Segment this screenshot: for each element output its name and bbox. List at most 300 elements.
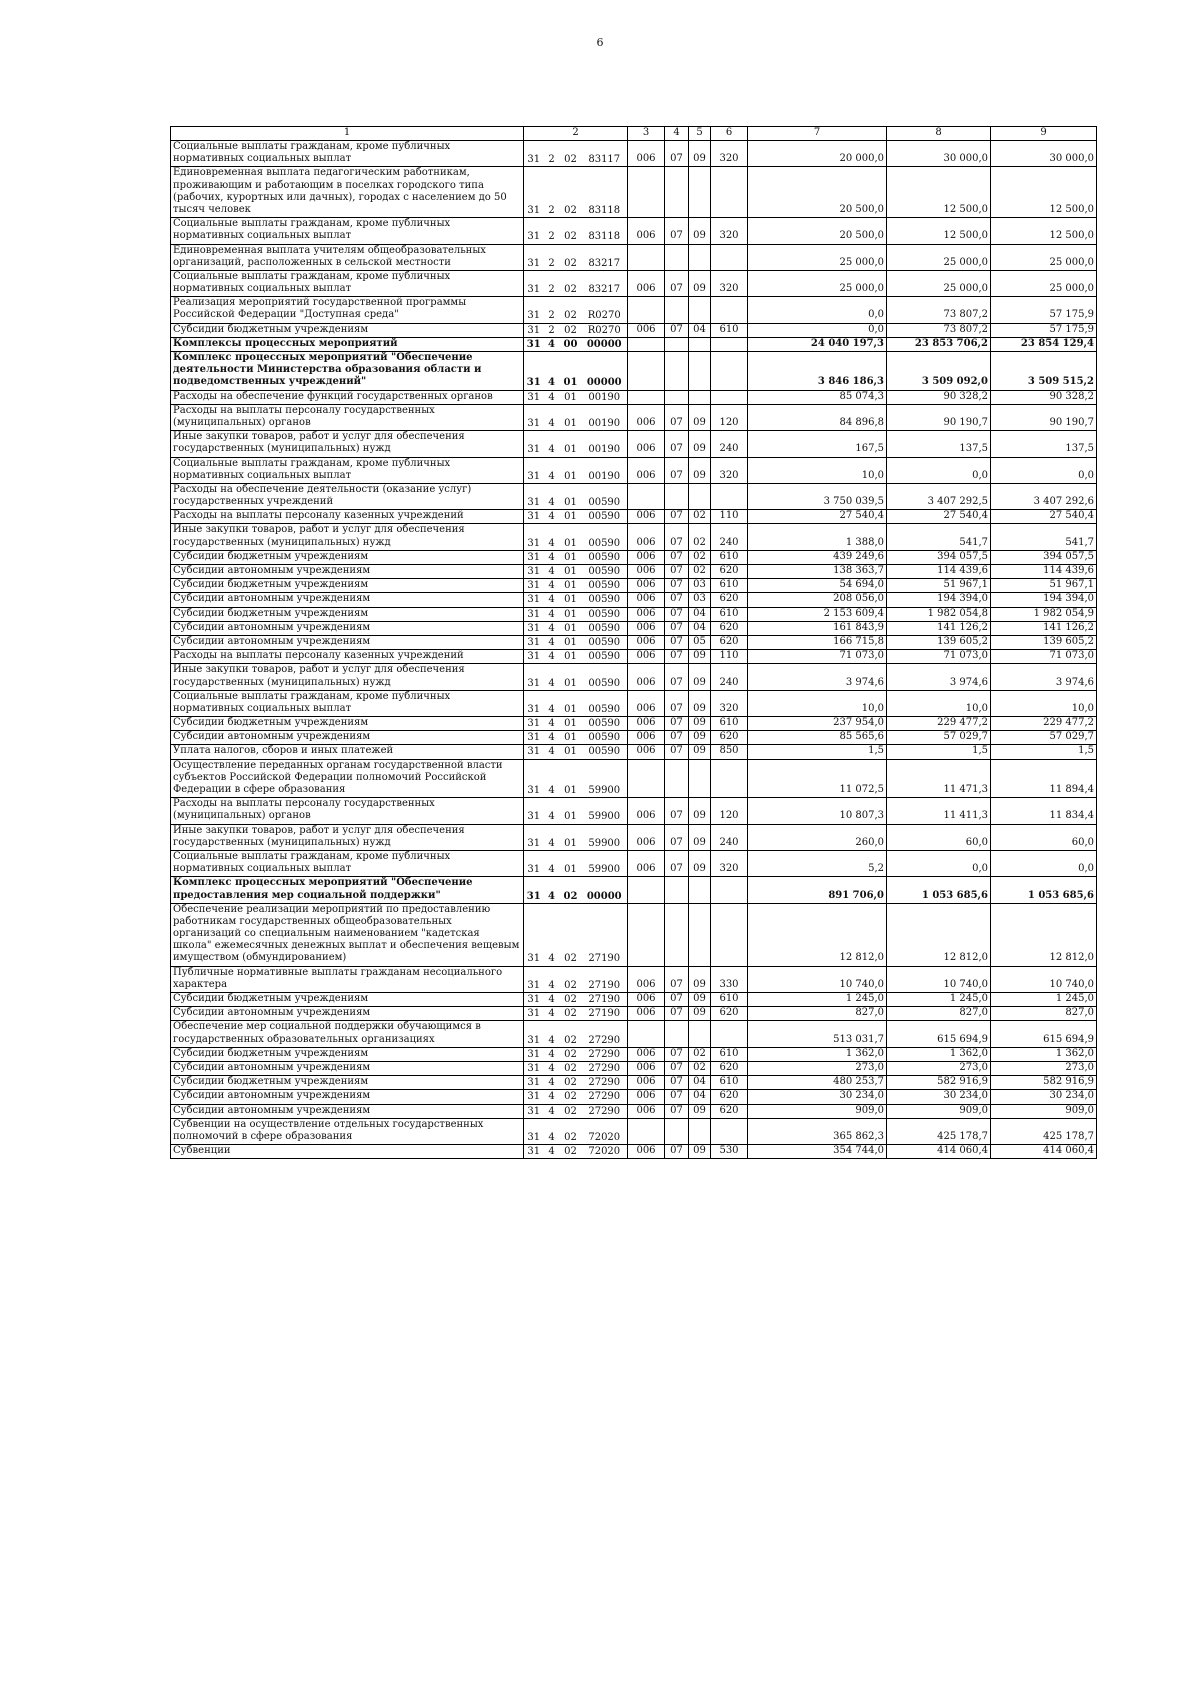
row-name: Субсидии бюджетным учреждениям [171,717,524,731]
table-row [171,457,1097,483]
col-5-subsection: 04 [689,1076,711,1090]
csr-direction: 00190 [582,404,628,430]
col-4-section [665,903,689,966]
row-name: Расходы на выплаты персоналу казенных учреждений [171,650,524,664]
col-4-section [665,759,689,798]
csr-program: 31 [524,621,544,635]
col-5-subsection: 09 [689,850,711,876]
csr-subprogram: 01 [560,457,582,483]
col-6-expense-type [711,167,748,218]
col-6-expense-type: 110 [711,510,748,524]
csr-type: 4 [544,759,560,798]
col-5-subsection: 02 [689,565,711,579]
col-8-amount: 909,0 [887,1104,991,1118]
col-9-amount: 25 000,0 [991,270,1097,296]
col-8-amount: 273,0 [887,1061,991,1075]
col-5-subsection [689,1118,711,1144]
table-row [171,1118,1097,1144]
row-name: Субсидии бюджетным учреждениям [171,579,524,593]
header-col-7: 7 [748,127,887,141]
csr-type: 4 [544,431,560,457]
csr-subprogram: 01 [560,524,582,550]
col-8-amount: 73 807,2 [887,323,991,337]
col-7-amount: 10,0 [748,690,887,716]
csr-direction: 72020 [582,1145,628,1159]
col-3-ministry: 006 [628,404,665,430]
col-4-section [665,877,689,903]
csr-direction: 00590 [582,565,628,579]
col-9-amount: 0,0 [991,850,1097,876]
csr-program: 31 [524,607,544,621]
csr-subprogram: 02 [560,1061,582,1075]
csr-program: 31 [524,1104,544,1118]
col-5-subsection [689,483,711,509]
col-4-section [665,390,689,404]
csr-direction: 27190 [582,993,628,1007]
col-9-amount: 23 854 129,4 [991,337,1097,351]
col-5-subsection: 09 [689,1007,711,1021]
col-8-amount: 541,7 [887,524,991,550]
csr-program: 31 [524,218,544,244]
col-3-ministry: 006 [628,966,665,992]
csr-program: 31 [524,1061,544,1075]
row-name: Социальные выплаты гражданам, кроме публичных нормативных социальных выплат [171,218,524,244]
csr-direction: 27190 [582,903,628,966]
row-name: Субвенции на осуществление отдельных государственных полномочий в сфере образования [171,1118,524,1144]
header-col-8: 8 [887,127,991,141]
csr-type: 4 [544,593,560,607]
col-4-section: 07 [665,1007,689,1021]
col-4-section: 07 [665,745,689,759]
header-col-9: 9 [991,127,1097,141]
col-9-amount: 30 000,0 [991,141,1097,167]
col-6-expense-type [711,352,748,391]
csr-type: 2 [544,244,560,270]
csr-direction: 00590 [582,550,628,564]
col-3-ministry: 006 [628,798,665,824]
csr-program: 31 [524,650,544,664]
col-3-ministry: 006 [628,565,665,579]
csr-direction: 00590 [582,650,628,664]
col-6-expense-type: 240 [711,824,748,850]
row-name: Субсидии бюджетным учреждениям [171,550,524,564]
col-8-amount: 73 807,2 [887,297,991,323]
col-4-section [665,244,689,270]
col-4-section: 07 [665,621,689,635]
csr-subprogram: 01 [560,510,582,524]
csr-type: 4 [544,550,560,564]
col-8-amount: 30 000,0 [887,141,991,167]
col-5-subsection [689,337,711,351]
csr-program: 31 [524,297,544,323]
col-5-subsection: 09 [689,745,711,759]
col-4-section: 07 [665,457,689,483]
col-8-amount: 90 328,2 [887,390,991,404]
col-4-section: 07 [665,731,689,745]
row-name: Расходы на выплаты персоналу казенных учреждений [171,510,524,524]
csr-type: 4 [544,798,560,824]
col-4-section: 07 [665,218,689,244]
csr-type: 4 [544,510,560,524]
row-name: Обеспечение мер социальной поддержки обучающимся в государственных образовательных организациях [171,1021,524,1047]
csr-subprogram: 02 [560,218,582,244]
col-8-amount: 30 234,0 [887,1090,991,1104]
col-8-amount: 0,0 [887,457,991,483]
csr-direction: R0270 [582,323,628,337]
table-row [171,1007,1097,1021]
col-4-section: 07 [665,404,689,430]
csr-subprogram: 01 [560,550,582,564]
col-6-expense-type: 610 [711,607,748,621]
csr-type: 4 [544,850,560,876]
col-7-amount: 891 706,0 [748,877,887,903]
csr-type: 4 [544,1007,560,1021]
col-9-amount: 60,0 [991,824,1097,850]
csr-program: 31 [524,1145,544,1159]
table-row [171,404,1097,430]
csr-type: 4 [544,524,560,550]
table-row [171,635,1097,649]
col-8-amount: 10,0 [887,690,991,716]
col-6-expense-type: 620 [711,565,748,579]
col-6-expense-type [711,1118,748,1144]
col-9-amount: 273,0 [991,1061,1097,1075]
row-name: Расходы на обеспечение функций государственных органов [171,390,524,404]
col-8-amount: 27 540,4 [887,510,991,524]
table-row [171,550,1097,564]
col-7-amount: 208 056,0 [748,593,887,607]
csr-program: 31 [524,798,544,824]
row-name: Субвенции [171,1145,524,1159]
table-row [171,483,1097,509]
row-name: Субсидии бюджетным учреждениям [171,1047,524,1061]
col-9-amount: 12 500,0 [991,167,1097,218]
col-8-amount: 12 500,0 [887,218,991,244]
col-9-amount: 1 245,0 [991,993,1097,1007]
col-4-section: 07 [665,717,689,731]
col-4-section [665,352,689,391]
col-4-section: 07 [665,966,689,992]
table-row [171,524,1097,550]
col-6-expense-type [711,877,748,903]
col-6-expense-type: 620 [711,731,748,745]
col-5-subsection: 09 [689,824,711,850]
csr-program: 31 [524,565,544,579]
csr-type: 4 [544,404,560,430]
csr-type: 4 [544,650,560,664]
table-row [171,1021,1097,1047]
csr-direction: 27290 [582,1104,628,1118]
csr-subprogram: 01 [560,390,582,404]
col-3-ministry: 006 [628,850,665,876]
col-5-subsection: 04 [689,323,711,337]
col-7-amount: 513 031,7 [748,1021,887,1047]
table-row [171,664,1097,690]
csr-subprogram: 01 [560,731,582,745]
csr-type: 4 [544,390,560,404]
col-6-expense-type: 620 [711,593,748,607]
col-7-amount: 1 388,0 [748,524,887,550]
col-4-section: 07 [665,510,689,524]
col-3-ministry: 006 [628,323,665,337]
table-row [171,593,1097,607]
col-3-ministry: 006 [628,731,665,745]
csr-type: 4 [544,731,560,745]
row-name: Уплата налогов, сборов и иных платежей [171,745,524,759]
csr-direction: R0270 [582,297,628,323]
row-name: Иные закупки товаров, работ и услуг для обеспечения государственных (муниципальных) нужд [171,664,524,690]
row-name: Субсидии автономным учреждениям [171,1061,524,1075]
col-6-expense-type [711,1021,748,1047]
col-5-subsection [689,352,711,391]
csr-program: 31 [524,352,544,391]
col-3-ministry: 006 [628,550,665,564]
col-8-amount: 137,5 [887,431,991,457]
row-name: Социальные выплаты гражданам, кроме публичных нормативных социальных выплат [171,141,524,167]
col-4-section: 07 [665,141,689,167]
table-row [171,323,1097,337]
col-7-amount: 24 040 197,3 [748,337,887,351]
col-4-section: 07 [665,824,689,850]
col-6-expense-type: 320 [711,457,748,483]
csr-direction: 00590 [582,635,628,649]
col-3-ministry: 006 [628,690,665,716]
col-4-section: 07 [665,690,689,716]
col-6-expense-type [711,390,748,404]
col-7-amount: 20 500,0 [748,167,887,218]
col-4-section: 07 [665,1090,689,1104]
col-7-amount: 161 843,9 [748,621,887,635]
col-5-subsection: 04 [689,607,711,621]
csr-direction: 00000 [582,877,628,903]
csr-type: 4 [544,1021,560,1047]
col-9-amount: 12 500,0 [991,218,1097,244]
csr-program: 31 [524,244,544,270]
col-6-expense-type: 620 [711,1007,748,1021]
col-6-expense-type: 610 [711,323,748,337]
col-6-expense-type: 240 [711,524,748,550]
csr-type: 2 [544,141,560,167]
header-col-3: 3 [628,127,665,141]
csr-type: 2 [544,270,560,296]
csr-subprogram: 01 [560,824,582,850]
csr-type: 4 [544,1047,560,1061]
row-name: Комплекс процессных мероприятий "Обеспечение предоставления мер социальной поддержки" [171,877,524,903]
col-5-subsection [689,390,711,404]
col-6-expense-type: 610 [711,1047,748,1061]
col-8-amount: 582 916,9 [887,1076,991,1090]
csr-program: 31 [524,390,544,404]
csr-subprogram: 02 [560,1104,582,1118]
csr-direction: 27290 [582,1090,628,1104]
col-7-amount: 5,2 [748,850,887,876]
col-3-ministry: 006 [628,664,665,690]
csr-program: 31 [524,270,544,296]
csr-type: 4 [544,457,560,483]
col-3-ministry: 006 [628,579,665,593]
col-3-ministry: 006 [628,1061,665,1075]
col-5-subsection: 09 [689,404,711,430]
table-row [171,510,1097,524]
col-9-amount: 25 000,0 [991,244,1097,270]
csr-type: 4 [544,337,560,351]
col-6-expense-type [711,244,748,270]
col-9-amount: 137,5 [991,431,1097,457]
col-9-amount: 57 175,9 [991,297,1097,323]
csr-direction: 00190 [582,390,628,404]
col-6-expense-type: 320 [711,141,748,167]
csr-direction: 00590 [582,664,628,690]
table-row [171,731,1097,745]
csr-subprogram: 01 [560,593,582,607]
row-name: Иные закупки товаров, работ и услуг для обеспечения государственных (муниципальных) нужд [171,431,524,457]
col-7-amount: 439 249,6 [748,550,887,564]
csr-type: 4 [544,664,560,690]
col-9-amount: 30 234,0 [991,1090,1097,1104]
row-name: Субсидии бюджетным учреждениям [171,993,524,1007]
csr-type: 2 [544,297,560,323]
row-name: Осуществление переданных органам государственной власти субъектов Российской Федерации полномочий Российской Федерации в сфере образования [171,759,524,798]
row-name: Субсидии автономным учреждениям [171,565,524,579]
table-row [171,337,1097,351]
csr-subprogram: 01 [560,579,582,593]
csr-subprogram: 02 [560,270,582,296]
col-6-expense-type: 320 [711,690,748,716]
col-5-subsection: 09 [689,798,711,824]
col-5-subsection: 09 [689,690,711,716]
col-4-section: 07 [665,798,689,824]
col-5-subsection [689,877,711,903]
table-row [171,218,1097,244]
col-4-section: 07 [665,524,689,550]
csr-direction: 00000 [582,352,628,391]
row-name: Субсидии автономным учреждениям [171,731,524,745]
csr-direction: 59900 [582,850,628,876]
col-3-ministry: 006 [628,141,665,167]
csr-direction: 83217 [582,270,628,296]
table-row [171,903,1097,966]
col-3-ministry [628,244,665,270]
csr-program: 31 [524,635,544,649]
csr-direction: 59900 [582,798,628,824]
col-5-subsection: 09 [689,1104,711,1118]
col-4-section: 07 [665,664,689,690]
header-col-2: 2 [524,127,628,141]
row-name: Обеспечение реализации мероприятий по предоставлению работникам государственных общеобразовательных организаций со специальным наименованием "кадетская школа" ежемесячных денежных выплат и обеспечения вещевым имуществом (обмундированием) [171,903,524,966]
col-8-amount: 10 740,0 [887,966,991,992]
col-4-section [665,483,689,509]
col-6-expense-type: 240 [711,431,748,457]
csr-program: 31 [524,759,544,798]
col-3-ministry [628,877,665,903]
csr-type: 4 [544,1145,560,1159]
col-4-section: 07 [665,635,689,649]
col-8-amount: 57 029,7 [887,731,991,745]
row-name: Единовременная выплата педагогическим работникам, проживающим и работающим в поселках городского типа (рабочих, курортных или дачных), городах с населением до 50 тысяч человек [171,167,524,218]
row-name: Субсидии бюджетным учреждениям [171,1076,524,1090]
col-4-section: 07 [665,579,689,593]
col-7-amount: 3 974,6 [748,664,887,690]
col-5-subsection: 09 [689,431,711,457]
csr-type: 4 [544,579,560,593]
col-6-expense-type: 320 [711,270,748,296]
col-4-section: 07 [665,1047,689,1061]
csr-direction: 59900 [582,824,628,850]
col-9-amount: 27 540,4 [991,510,1097,524]
table-row [171,565,1097,579]
col-6-expense-type: 610 [711,579,748,593]
col-6-expense-type: 620 [711,1104,748,1118]
col-3-ministry [628,903,665,966]
row-name: Субсидии бюджетным учреждениям [171,607,524,621]
col-7-amount: 0,0 [748,323,887,337]
csr-subprogram: 02 [560,141,582,167]
col-7-amount: 2 153 609,4 [748,607,887,621]
table-row [171,759,1097,798]
col-6-expense-type: 110 [711,650,748,664]
col-6-expense-type: 620 [711,1090,748,1104]
col-3-ministry [628,352,665,391]
row-name: Субсидии автономным учреждениям [171,1007,524,1021]
csr-program: 31 [524,431,544,457]
col-6-expense-type: 610 [711,993,748,1007]
csr-type: 4 [544,966,560,992]
col-3-ministry: 006 [628,1007,665,1021]
csr-type: 4 [544,1118,560,1144]
col-5-subsection [689,244,711,270]
col-6-expense-type: 120 [711,798,748,824]
csr-subprogram: 01 [560,759,582,798]
col-8-amount: 229 477,2 [887,717,991,731]
col-8-amount: 12 500,0 [887,167,991,218]
row-name: Социальные выплаты гражданам, кроме публичных нормативных социальных выплат [171,850,524,876]
col-7-amount: 3 750 039,5 [748,483,887,509]
table-row [171,798,1097,824]
col-7-amount: 354 744,0 [748,1145,887,1159]
col-6-expense-type: 610 [711,717,748,731]
header-col-5: 5 [689,127,711,141]
col-4-section: 07 [665,993,689,1007]
csr-direction: 27290 [582,1076,628,1090]
csr-subprogram: 02 [560,877,582,903]
csr-subprogram: 00 [560,337,582,351]
col-6-expense-type: 320 [711,850,748,876]
col-3-ministry: 006 [628,993,665,1007]
csr-direction: 27290 [582,1061,628,1075]
col-8-amount: 1,5 [887,745,991,759]
col-8-amount: 11 411,3 [887,798,991,824]
table-row [171,607,1097,621]
col-7-amount: 11 072,5 [748,759,887,798]
csr-type: 4 [544,690,560,716]
col-7-amount: 480 253,7 [748,1076,887,1090]
csr-direction: 83117 [582,141,628,167]
row-name: Субсидии автономным учреждениям [171,621,524,635]
table-row [171,297,1097,323]
col-7-amount: 166 715,8 [748,635,887,649]
col-9-amount: 141 126,2 [991,621,1097,635]
row-name: Субсидии автономным учреждениям [171,635,524,649]
col-3-ministry: 006 [628,510,665,524]
col-6-expense-type: 620 [711,1061,748,1075]
csr-direction: 00590 [582,483,628,509]
col-5-subsection: 02 [689,550,711,564]
csr-subprogram: 02 [560,1076,582,1090]
col-5-subsection [689,903,711,966]
row-name: Социальные выплаты гражданам, кроме публичных нормативных социальных выплат [171,457,524,483]
col-3-ministry: 006 [628,218,665,244]
col-9-amount: 3 407 292,6 [991,483,1097,509]
